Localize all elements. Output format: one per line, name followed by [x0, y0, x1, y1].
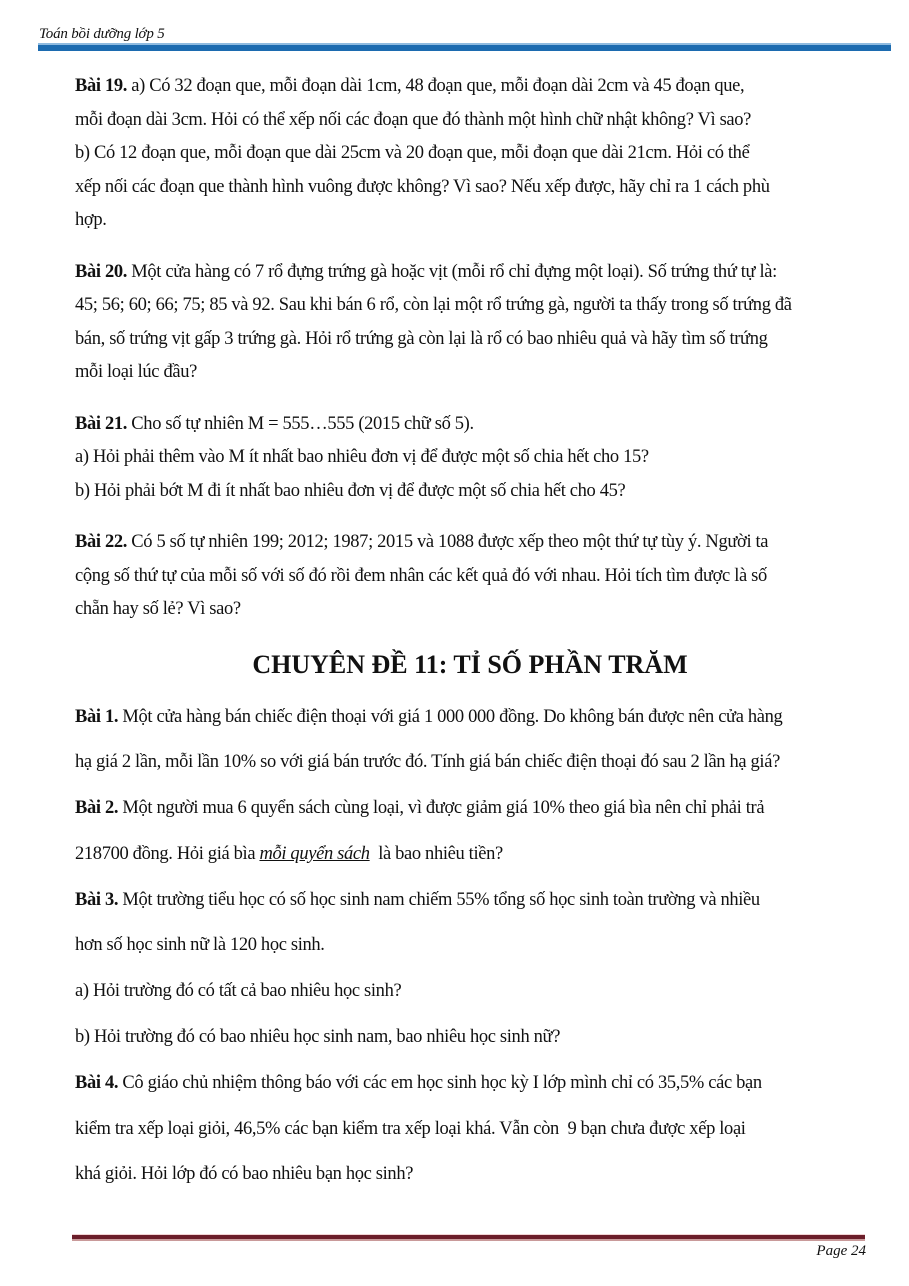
problem-text: là bao nhiêu tiền? — [369, 843, 503, 864]
problem-line: 45; 56; 60; 66; 75; 85 và 92. Sau khi bán 6 rổ, còn lại một rổ trứng gà, người ta thấy trong số trứng đã — [75, 295, 792, 315]
problem-line: hơn số học sinh nữ là 120 học sinh. — [75, 935, 325, 956]
problem-line: b) Hỏi trường đó có bao nhiêu học sinh nam, bao nhiêu học sinh nữ? — [75, 1027, 561, 1048]
problem-1 — [75, 695, 865, 787]
problem-line: b) Có 12 đoạn que, mỗi đoạn que dài 25cm và 20 đoạn que, mỗi đoạn que dài 21cm. Hỏi có thể — [75, 143, 750, 163]
problem-19 — [75, 70, 865, 238]
problem-text: a) Có 32 đoạn que, mỗi đoạn dài 1cm, 48 đoạn que, mỗi đoạn dài 2cm và 45 đoạn que, — [127, 76, 745, 96]
problem-line — [75, 1061, 865, 1107]
chapter-heading: CHUYÊN ĐỀ 11: TỈ SỐ PHẦN TRĂM — [252, 649, 688, 679]
spacer — [75, 508, 865, 526]
spacer — [75, 390, 865, 408]
problem-line: xếp nối các đoạn que thành hình vuông được không? Vì sao? Nếu xếp được, hãy chỉ ra 1 cách phù — [75, 176, 770, 197]
problem-label: Bài 4. — [75, 1072, 119, 1093]
problem-line: a) Hỏi phải thêm vào M ít nhất bao nhiêu đơn vị để được một số chia hết cho 15? — [75, 447, 649, 467]
problem-line: mỗi loại lúc đầu? — [75, 362, 197, 382]
problem-text: Một trường tiểu học có số học sinh nam chiếm 55% tổng số học sinh toàn trường và nhiều — [118, 889, 760, 910]
problem-text: Một cửa hàng bán chiếc điện thoại với giá 1 000 000 đồng. Do không bán được nên cửa hàng — [118, 706, 783, 727]
problem-21 — [75, 408, 865, 509]
problem-20 — [75, 256, 865, 390]
problem-line: hạ giá 2 lần, mỗi lần 10% so với giá bán trước đó. Tính giá bán chiếc điện thoại đó sau 2 lần hạ giá? — [75, 752, 780, 773]
problem-text: 218700 đồng. Hỏi giá bìa — [75, 843, 260, 864]
problem-text: Một cửa hàng có 7 rổ đựng trứng gà hoặc vịt (mỗi rổ chỉ đựng một loại). Số trứng thứ tự là: — [127, 261, 777, 282]
problem-line: chẵn hay số lẻ? Vì sao? — [75, 599, 241, 619]
problem-text: Một người mua 6 quyển sách cùng loại, vì được giảm giá 10% theo giá bìa nên chỉ phải trả — [118, 798, 765, 819]
problem-line: cộng số thứ tự của mỗi số với số đó rồi đem nhân các kết quả đó với nhau. Hỏi tích tìm được là số — [75, 565, 767, 586]
problem-label: Bài 19. — [75, 76, 128, 96]
spacer — [75, 238, 865, 256]
problem-label: Bài 22. — [75, 532, 128, 552]
problem-text: Cho số tự nhiên M = 555…555 (2015 chữ số 5). — [127, 413, 474, 434]
problem-line: kiểm tra xếp loại giỏi, 46,5% các bạn kiểm tra xếp loại khá. Vẫn còn 9 bạn chưa được xếp loại — [75, 1118, 746, 1139]
problem-line — [75, 526, 865, 560]
page-content — [75, 70, 865, 1198]
problem-line — [75, 832, 865, 878]
problem-label: Bài 2. — [75, 798, 119, 819]
problem-text: Cô giáo chủ nhiệm thông báo với các em học sinh học kỳ I lớp mình chỉ có 35,5% các bạn — [118, 1072, 762, 1093]
problem-22 — [75, 526, 865, 627]
problem-3 — [75, 878, 865, 1061]
problem-2 — [75, 786, 865, 878]
page-number: Page 24 — [816, 1243, 866, 1259]
problem-line — [75, 695, 865, 741]
problem-label: Bài 20. — [75, 261, 128, 282]
problem-line: hợp. — [75, 210, 107, 230]
problem-line — [75, 878, 865, 924]
problem-line — [75, 256, 865, 290]
footer-rule — [72, 1234, 865, 1241]
problem-line — [75, 70, 865, 104]
problem-line: b) Hỏi phải bớt M đi ít nhất bao nhiêu đơn vị để được một số chia hết cho 45? — [75, 480, 626, 501]
problem-line: a) Hỏi trường đó có tất cả bao nhiêu học sinh? — [75, 981, 402, 1002]
problem-label: Bài 3. — [75, 889, 119, 910]
problem-label: Bài 1. — [75, 706, 119, 727]
problem-line — [75, 786, 865, 832]
problem-line: mỗi đoạn dài 3cm. Hỏi có thể xếp nối các đoạn que đó thành một hình chữ nhật không? Vì sao? — [75, 109, 752, 130]
underlined-phrase: mỗi quyển sách — [259, 843, 370, 864]
problem-label: Bài 21. — [75, 413, 128, 434]
header-rule — [38, 43, 891, 51]
problem-line — [75, 408, 865, 442]
problem-4 — [75, 1061, 865, 1198]
running-header-title: Toán bồi dưỡng lớp 5 — [39, 26, 165, 42]
problem-text: Có 5 số tự nhiên 199; 2012; 1987; 2015 và 1088 được xếp theo một thứ tự tùy ý. Người ta — [127, 532, 769, 552]
problem-line: bán, số trứng vịt gấp 3 trứng gà. Hỏi rổ trứng gà còn lại là rổ có bao nhiêu quả và hãy tìm số trứng — [75, 328, 768, 349]
problem-line: khá giỏi. Hỏi lớp đó có bao nhiêu bạn học sinh? — [75, 1164, 414, 1185]
